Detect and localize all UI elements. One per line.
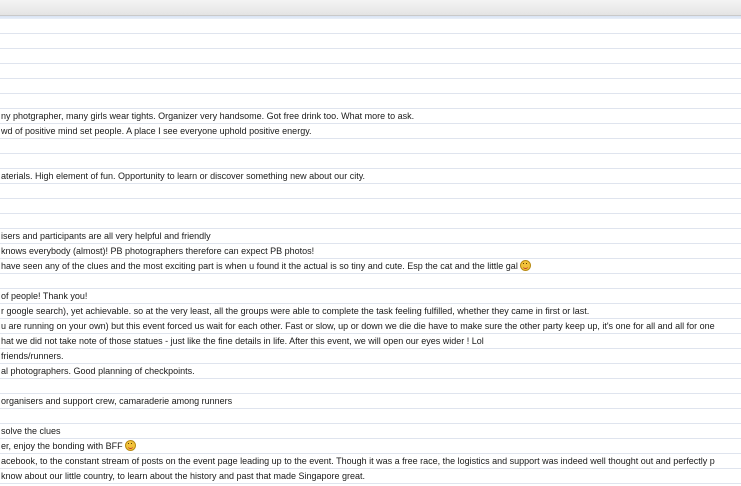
cell-row[interactable] — [0, 199, 741, 214]
cell-row[interactable] — [0, 259, 741, 274]
cell-text: hat we did not take note of those statues - just like the fine details in life. After this event, we will open our eyes wider ! Lol — [1, 336, 484, 346]
cell-text: solve the clues — [1, 426, 61, 436]
smiley-emoji-icon — [520, 260, 531, 271]
spreadsheet-column[interactable] — [0, 19, 741, 486]
cell-text: er, enjoy the bonding with BFF — [1, 441, 123, 451]
cell-row[interactable] — [0, 274, 741, 289]
window-titlebar — [0, 0, 741, 16]
cell-text: have seen any of the clues and the most exciting part is when u found it the actual is so tiny and cute. Esp the cat and the little gal — [1, 261, 518, 271]
cell-row[interactable] — [0, 214, 741, 229]
cell-row[interactable] — [0, 424, 741, 439]
cell-row[interactable] — [0, 439, 741, 454]
cell-text: isers and participants are all very helpful and friendly — [1, 231, 211, 241]
cell-row[interactable] — [0, 79, 741, 94]
cell-text: acebook, to the constant stream of posts on the event page leading up to the event. Though it was a free race, the logistics and support was indeed well thought out and perfectly p — [1, 456, 715, 466]
cell-row[interactable] — [0, 319, 741, 334]
cell-row[interactable] — [0, 289, 741, 304]
cell-text: know about our little country, to learn about the history and past that made Singapore great. — [1, 471, 366, 481]
cell-row[interactable] — [0, 364, 741, 379]
cell-text: of people! Thank you! — [1, 291, 88, 301]
cell-row[interactable] — [0, 394, 741, 409]
cell-text: u are running on your own) but this event forced us wait for each other. Fast or slow, up or down we die die have to make sure the other party keep up, it's one for all and all for one — [1, 321, 715, 331]
cell-row[interactable] — [0, 169, 741, 184]
cell-text: wd of positive mind set people. A place I see everyone uphold positive energy. — [1, 126, 312, 136]
cell-row[interactable] — [0, 229, 741, 244]
cell-row[interactable] — [0, 184, 741, 199]
cell-row[interactable] — [0, 109, 741, 124]
cell-row[interactable] — [0, 49, 741, 64]
cell-row[interactable] — [0, 124, 741, 139]
cell-text: friends/runners. — [1, 351, 64, 361]
cell-text: r google search), yet achievable. so at the very least, all the groups were able to complete the task feeling fulfilled, whether they came in first or last. — [1, 306, 590, 316]
cell-row[interactable] — [0, 139, 741, 154]
cell-row[interactable] — [0, 154, 741, 169]
cell-row[interactable] — [0, 469, 741, 484]
cell-text: aterials. High element of fun. Opportunity to learn or discover something new about our city. — [1, 171, 366, 181]
cell-row[interactable] — [0, 94, 741, 109]
cell-row[interactable] — [0, 334, 741, 349]
cell-text: al photographers. Good planning of checkpoints. — [1, 366, 195, 376]
cell-text: organisers and support crew, camaraderie among runners — [1, 396, 233, 406]
cell-row[interactable] — [0, 349, 741, 364]
cell-text: knows everybody (almost)! PB photographers therefore can expect PB photos! — [1, 246, 315, 256]
cell-text: ny photgrapher, many girls wear tights. Organizer very handsome. Got free drink too. What more to ask. — [1, 111, 415, 121]
cell-row[interactable] — [0, 304, 741, 319]
cell-row[interactable] — [0, 64, 741, 79]
cell-row[interactable] — [0, 409, 741, 424]
cell-row[interactable] — [0, 244, 741, 259]
cell-row[interactable] — [0, 379, 741, 394]
cell-row[interactable] — [0, 454, 741, 469]
cell-row[interactable] — [0, 19, 741, 34]
cell-row[interactable] — [0, 34, 741, 49]
smiley-emoji-icon — [125, 440, 136, 451]
